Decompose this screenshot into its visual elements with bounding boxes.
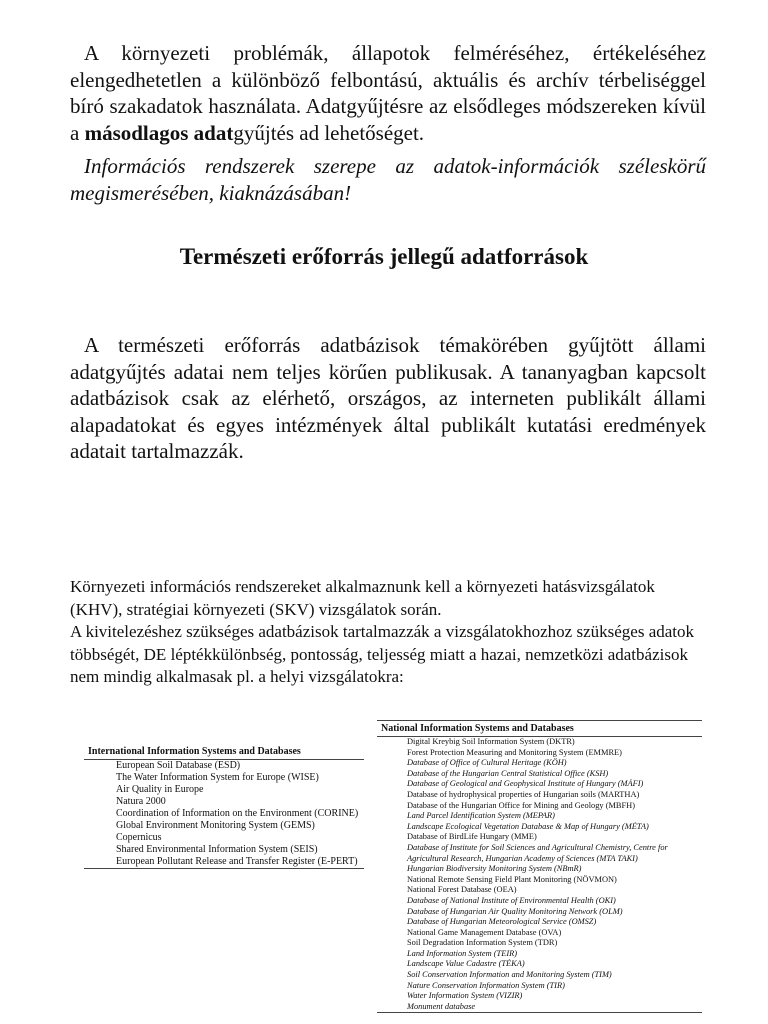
national-list-item: Database of Geological and Geophysical Institute of Hungary (MÁFI) (407, 779, 644, 789)
international-list-item: Shared Environmental Information System (SEIS) (116, 844, 318, 855)
national-databases-table (377, 720, 702, 1013)
khv-paragraph (70, 576, 710, 689)
national-list-item: Database of hydrophysical properties of Hungarian soils (MARTHA) (407, 789, 640, 799)
national-list-item: Database of BirdLife Hungary (MME) (407, 832, 537, 842)
national-list-item: Database of the Hungarian Office for Mining and Geology (MBFH) (407, 800, 636, 810)
national-list-item: Forest Protection Measuring and Monitoring System (EMMRE) (407, 747, 622, 757)
national-list-item: Landscape Value Cadastre (TÉKA) (407, 959, 525, 969)
international-list-item: Air Quality in Europe (116, 784, 204, 795)
italic-statement: Információs rendszerek szerepe az adatok-információk széleskörű megismerésében, kiaknázásában! (70, 154, 706, 205)
national-list-item: Soil Degradation Information System (TDR) (407, 938, 558, 948)
intro-text-before: A környezeti problémák, állapotok felméréséhez, értékeléséhez elengedhetetlen a különböző felbontású, aktuális és archív térbeliséggel bíró szakadatok használata. Adatgyűjtésre az elsődleges módszereken kívül a (70, 41, 706, 145)
intro-paragraph (70, 40, 706, 146)
international-list-item: Copernicus (116, 832, 162, 843)
national-list-item: Monument database (407, 1001, 476, 1011)
international-databases-table (84, 744, 364, 869)
national-list-item: National Forest Database (OEA) (407, 885, 517, 895)
section-heading: Természeti erőforrás jellegű adatforrások (179, 244, 589, 269)
national-list-item: Hungarian Biodiversity Monitoring System (NBmR) (407, 864, 582, 874)
national-list-item: Database of the Hungarian Central Statistical Office (KSH) (407, 768, 609, 778)
international-table-title: International Information Systems and Databases (84, 744, 364, 760)
national-list-item: Soil Conservation Information and Monitoring System (TIM) (407, 970, 612, 980)
national-list-item: Landscape Ecological Vegetation Database & Map of Hungary (MÉTA) (407, 821, 649, 831)
national-list (377, 737, 702, 1013)
international-list-item: Natura 2000 (116, 796, 166, 807)
khv-text-1: Környezeti információs rendszereket alkalmaznunk kell a környezeti hatásvizsgálatok (KHV), stratégiai környezeti (SKV) vizsgálatok során. (70, 577, 655, 619)
resource-paragraph: A természeti erőforrás adatbázisok témakörében gyűjtött állami adatgyűjtés adatai nem teljes körűen publikusak. A tananyagban kapcsolt adatbázisok csak az elérhető, országos, az interneten publikált állami alapadatokat és egyes intézmények által publikált kutatási eredmények adatait tartalmazzák. (70, 333, 706, 463)
national-list-item: Database of Institute for Soil Sciences and Agricultural Chemistry, Centre for Agricultural Research, Hungarian Academy of Sciences (MTA TAKI) (407, 842, 668, 863)
national-list-item: Database of Hungarian Air Quality Monitoring Network (OLM) (407, 906, 623, 916)
international-list-item: Global Environment Monitoring System (GEMS) (116, 820, 315, 831)
national-list-item: Land Information System (TEIR) (407, 948, 518, 958)
international-list-item: European Soil Database (ESD) (116, 760, 241, 771)
khv-text-2: A kivitelezéshez szükséges adatbázisok tartalmazzák a vizsgálatokhozhoz szükséges adatok többségét, DE léptékkülönbség, pontosság, teljesség miatt a hazai, nemzetközi adatbázisok nem mindig alkalmasak pl. a helyi vizsgálatokra: (70, 622, 695, 686)
national-list-item: Database of Hungarian Meteorological Service (OMSZ) (407, 917, 597, 927)
national-table-title: National Information Systems and Databases (377, 720, 702, 737)
national-list-item: Database of National Institute of Environmental Health (OKI) (407, 895, 616, 905)
international-list (84, 760, 364, 869)
national-list-item: National Game Management Database (OVA) (407, 927, 562, 937)
international-list-item: European Pollutant Release and Transfer Register (E-PERT) (116, 856, 358, 867)
national-list-item: Database of Office of Cultural Heritage (KÖH) (407, 758, 567, 768)
national-list-item: Digital Kreybig Soil Information System (DKTR) (407, 737, 575, 746)
national-list-item: Nature Conservation Information System (TIR) (407, 980, 565, 990)
international-list-item: The Water Information System for Europe (WISE) (116, 772, 319, 783)
international-list-item: Coordination of Information on the Environment (CORINE) (116, 808, 359, 819)
national-list-item: Land Parcel Identification System (MEPAR) (407, 811, 555, 821)
intro-bold-term: másodlagos adat (84, 120, 234, 145)
national-list-item: Water Information System (VIZIR) (407, 991, 523, 1001)
intro-text-after: gyűjtés ad lehetőséget. (233, 120, 425, 145)
national-list-item: National Remote Sensing Field Plant Monitoring (NÖVMON) (407, 874, 617, 884)
